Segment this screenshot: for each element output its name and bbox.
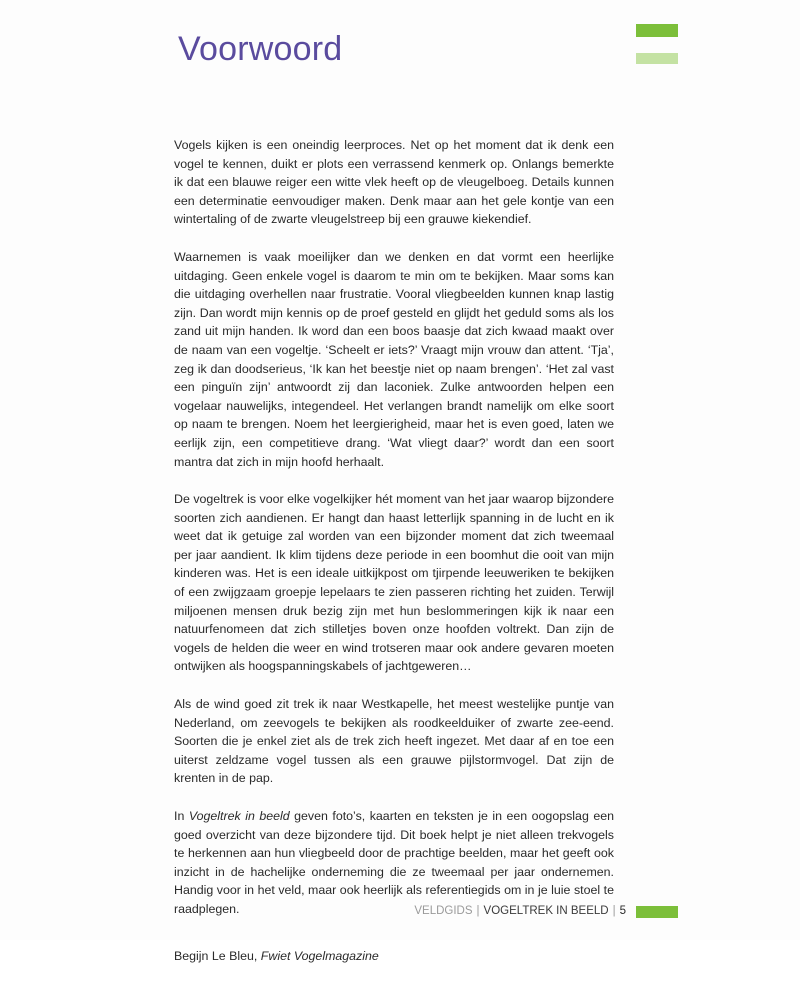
footer-separator-1: | [476,905,480,917]
signature-name: Begijn Le Bleu, [174,948,261,963]
footer-separator-2: | [612,905,616,917]
signature-publication: Fwiet Vogelmagazine [260,948,379,963]
footer-series: VELDGIDS [414,905,473,917]
paragraph-3: De vogeltrek is voor elke vogelkijker hét moment van het jaar waarop bijzondere soorten zich aandienen. Er hangt dan haast letterlijk spanning in de lucht en ik weet dat ik getuige zal worden van een bijzonder moment dat zich tweemaal per jaar aandient. Ik klim tijdens deze periode in een boomhut die ooit van mijn kinderen was. Het is een ideale uitkijkpost om tjirpende leeuweriken te bekijken of een zwijgzaam groepje lepelaars te zien passeren richting het zuiden. Terwijl miljoenen mensen druk bezig zijn met hun beslommeringen kijk ik naar een natuurfenomeen dat zich stilletjes boven onze hoofden voltrekt. Dan zijn de vogels de helden die weer en wind trotseren maar ook andere gevaren moeten ontwijken als hoogspanningskabels of jachtgeweren… [174,492,614,674]
page-number: 5 [619,905,626,917]
page-footer [410,905,626,917]
decorative-light-green-bar [636,53,678,64]
paragraph-5 [174,807,614,919]
paragraph-5-text: geven foto’s, kaarten en teksten je in een oogopslag een goed overzicht van deze bijzondere tijd. Dit boek helpt je niet alleen trekvogels te herkennen aan hun vliegbeeld door de prachtige beelden, maar het geeft ook inzicht in de hachelijke onderneming die ze tweemaal per jaar ondernemen. Handig voor in het veld, maar ook heerlijk als referentiegids om in je luie stoel te raadplegen. [174,809,614,916]
body-text [174,136,614,984]
page-title: Voorwoord [178,30,343,68]
paragraph-5-prefix: In [174,809,189,823]
footer-green-bar [636,906,678,918]
paragraph-2: Waarnemen is vaak moeilijker dan we denken en dat vormt een heerlijke uitdaging. Geen enkele vogel is daarom te min om te bekijken. Maar soms kan die uitdaging overhellen naar frustratie. Vooral vliegbeelden kunnen knap lastig zijn. Dan wordt mijn kennis op de proef gesteld en glijdt het geduld soms als los zand uit mijn handen. Ik word dan een boos baasje dat zich kwaad maakt over de naam van een vogeltje. ‘Scheelt er iets?’ Vraagt mijn vrouw dan attent. ‘Tja’, zeg ik dan doodserieus, ‘Ik kan het beestje niet op naam brengen’. ‘Het zal vast een pinguïn zijn’ antwoordt zij dan laconiek. Zulke antwoorden helpen een vogelaar nauwelijks, integendeel. Het verlangen brandt namelijk om elke soort op naam te brengen. Noem het leergierigheid, maar het is even goed, laten we eerlijk zijn, een competitieve drang. ‘Wat vliegt daar?’ wordt dan een soort mantra dat zich in mijn hoofd herhaalt. [174,249,614,469]
paragraph-4: Als de wind goed zit trek ik naar Westkapelle, het meest westelijke puntje van Nederland, om zeevogels te bekijken als roodkeelduiker of zwarte zee-eend. Soorten die je enkel ziet als de trek zich heeft ingezet. Met daar af en toe een uiterst zeldzame vogel tussen als een grauwe pijlstormvogel. Dat zijn de krenten in de pap. [174,697,614,786]
book-title-italic: Vogeltrek in beeld [188,809,290,823]
signature [174,947,614,966]
footer-book-title: VOGELTREK IN BEELD [483,905,609,917]
paragraph-1: Vogels kijken is een oneindig leerproces. Net op het moment dat ik denk een vogel te kennen, duikt er plots een verrassend kenmerk op. Onlangs bemerkte ik dat een blauwe reiger een witte vlek heeft op de vleugelboeg. Details kunnen een determinatie eenvoudiger maken. Denk maar aan het gele kontje van een wintertaling of de zwarte vleugelstreep bij een grauwe kiekendief. [174,138,614,227]
decorative-green-bar [636,24,678,37]
